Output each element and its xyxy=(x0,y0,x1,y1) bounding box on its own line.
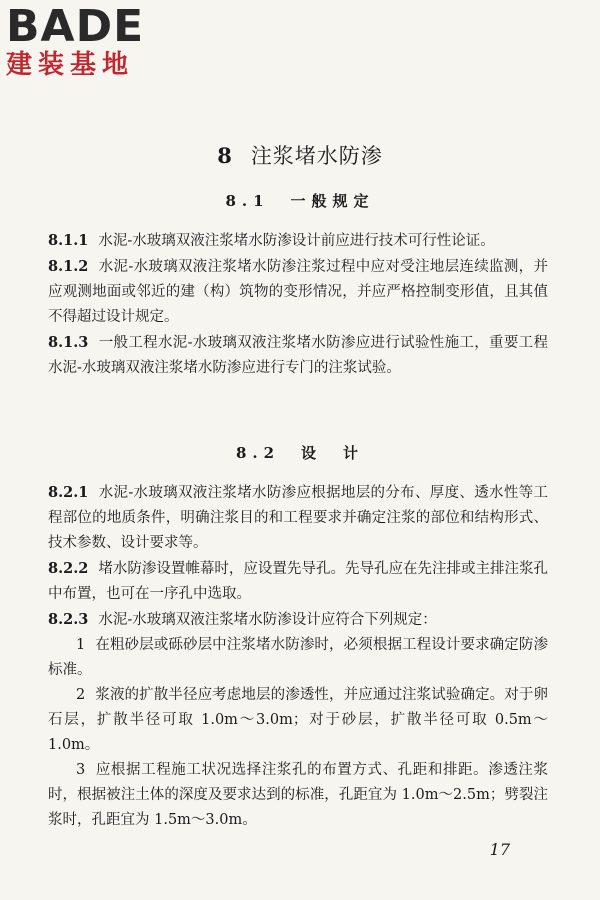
clause-text: 水泥-水玻璃双液注浆堵水防渗注浆过程中应对受注地层连续监测，并应观测地面或邻近的建（构）筑物的变形情况，并应严格控制变形值，且其值不得超过设计规定。 xyxy=(48,259,548,325)
clause-8-2-3 xyxy=(48,607,548,633)
section-8-2-body xyxy=(48,480,548,833)
clause-text: 水泥-水玻璃双液注浆堵水防渗应根据地层的分布、厚度、透水性等工程部位的地质条件，明确注浆目的和工程要求并确定注浆的部位和结构形式、技术参数、设计要求等。 xyxy=(48,485,548,551)
clause-8-1-1 xyxy=(48,228,548,254)
chapter-title xyxy=(0,140,600,170)
logo-subtitle: 建装基地 xyxy=(6,50,135,80)
clause-id: 8.2.2 xyxy=(48,560,89,577)
clause-id: 8.1.2 xyxy=(48,258,89,275)
clause-id: 8.1.3 xyxy=(48,334,89,351)
clause-8-2-1 xyxy=(48,480,548,556)
list-item xyxy=(48,683,548,758)
item-text: 应根据工程施工状况选择注浆孔的布置方式、孔距和排距。渗透注浆时，根据被注土体的深度及要求达到的标准，孔距宜为 1.0m～2.5m；劈裂注浆时，孔距宜为 1.5m～3.0m。 xyxy=(48,762,548,828)
list-item xyxy=(48,633,548,683)
chapter-title-text: 注浆堵水防渗 xyxy=(250,144,383,168)
clause-text: 水泥-水玻璃双液注浆堵水防渗设计应符合下列规定： xyxy=(98,612,437,628)
clause-id: 8.2.1 xyxy=(48,484,89,501)
clause-id: 8.2.3 xyxy=(48,611,89,628)
clause-text: 水泥-水玻璃双液注浆堵水防渗设计前应进行技术可行性论证。 xyxy=(98,233,495,249)
clause-id: 8.1.1 xyxy=(48,232,89,249)
chapter-number: 8 xyxy=(217,143,233,168)
clause-text: 一般工程水泥-水玻璃双液注浆堵水防渗应进行试验性施工，重要工程水泥-水玻璃双液注浆堵水防渗应进行专门的注浆试验。 xyxy=(48,335,548,376)
section-title-8-1: 8.1 一般规定 xyxy=(225,192,375,210)
bade-logo xyxy=(6,1,145,80)
clause-8-1-3 xyxy=(48,330,548,381)
page-number: 17 xyxy=(489,840,510,859)
item-text: 在粗砂层或砾砂层中注浆堵水防渗时，必须根据工程设计要求确定防渗标准。 xyxy=(48,637,548,678)
logo-wordmark: BADE xyxy=(6,1,145,52)
item-number: 1 xyxy=(76,637,86,653)
section-8-1-body xyxy=(48,228,548,381)
clause-8-2-2 xyxy=(48,556,548,607)
item-number: 2 xyxy=(76,687,86,703)
section-title-8-2: 8.2 设 计 xyxy=(235,444,365,462)
item-number: 3 xyxy=(76,762,86,778)
clause-8-1-2 xyxy=(48,254,548,330)
item-text: 浆液的扩散半径应考虑地层的渗透性，并应通过注浆试验确定。对于卵石层，扩散半径可取 1.0m～3.0m；对于砂层，扩散半径可取 0.5m～1.0m。 xyxy=(48,687,548,753)
list-item xyxy=(48,758,548,833)
clause-text: 堵水防渗设置帷幕时，应设置先导孔。先导孔应在先注排或主排注浆孔中布置，也可在一序孔中选取。 xyxy=(48,561,548,602)
